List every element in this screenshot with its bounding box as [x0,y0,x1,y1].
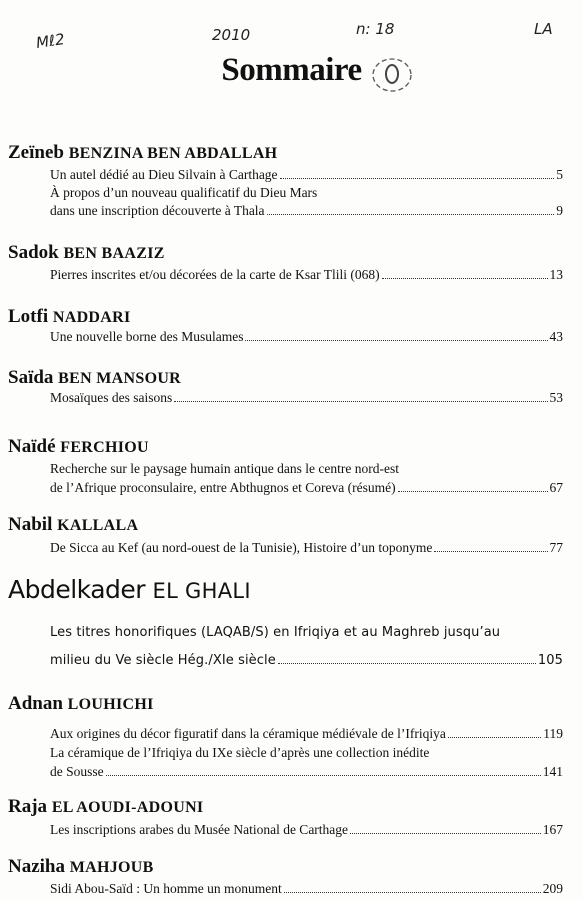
author-name: Sadok BEN BAAZIZ [8,242,165,263]
toc-entry[interactable]: milieu du Ve siècle Hég./XIe siècle 105 [50,653,563,668]
toc-entry[interactable]: La céramique de l’Ifriqiya du IXe siècle d’après une collection inédite [50,745,430,760]
toc-entry[interactable]: Sidi Abou-Saïd : Un homme un monument 209 [50,881,563,896]
toc-entry[interactable]: dans une inscription découverte à Thala 9 [50,203,563,218]
toc-entry[interactable]: Recherche sur le paysage humain antique dans le centre nord-est [50,461,399,476]
author-name: Naïdé FERCHIOU [8,436,149,457]
toc-entry[interactable]: Les inscriptions arabes du Musée National de Carthage 167 [50,822,563,837]
toc-entry[interactable]: Aux origines du décor figuratif dans la céramique médiévale de l’Ifriqiya 119 [50,726,563,741]
page-title: Sommaire [221,52,362,88]
author-name: Nabil KALLALA [8,514,139,535]
handwritten-mark: Mℓ2 [34,30,66,52]
toc-entry[interactable]: Les titres honorifiques (LAQAB/S) en Ifriqiya et au Maghreb jusqu’au [50,625,501,640]
toc-entry[interactable]: Un autel dédié au Dieu Silvain à Carthage 5 [50,167,563,182]
toc-entry[interactable]: Pierres inscrites et/ou décorées de la carte de Ksar Tlili (068) 13 [50,267,563,282]
author-name: Zeïneb BENZINA BEN ABDALLAH [8,142,278,163]
author-name: Abdelkader EL GHALI [8,575,251,604]
toc-entry[interactable]: Une nouvelle borne des Musulames 43 [50,329,563,344]
toc-entry[interactable]: De Sicca au Kef (au nord-ouest de la Tunisie), Histoire d’un toponyme 77 [50,540,563,555]
stamp-circle-icon [368,56,416,94]
author-name: Adnan LOUHICHI [8,693,154,714]
toc-entry[interactable]: de Sousse 141 [50,764,563,779]
toc-entry[interactable]: Mosaïques des saisons 53 [50,390,563,405]
toc-entry[interactable]: de l’Afrique proconsulaire, entre Abthugnos et Coreva (résumé) 67 [50,480,563,495]
author-name: Raja EL AOUDI-ADOUNI [8,796,204,817]
handwritten-year: 2010 [212,26,251,44]
toc-entry[interactable]: À propos d’un nouveau qualificatif du Dieu Mars [50,185,318,200]
author-name: Saïda BEN MANSOUR [8,367,182,388]
author-name: Lotfi NADDARI [8,306,131,327]
author-name: Naziha MAHJOUB [8,856,154,877]
handwritten-initials: LA [534,20,553,38]
handwritten-number: n: 18 [356,20,395,38]
